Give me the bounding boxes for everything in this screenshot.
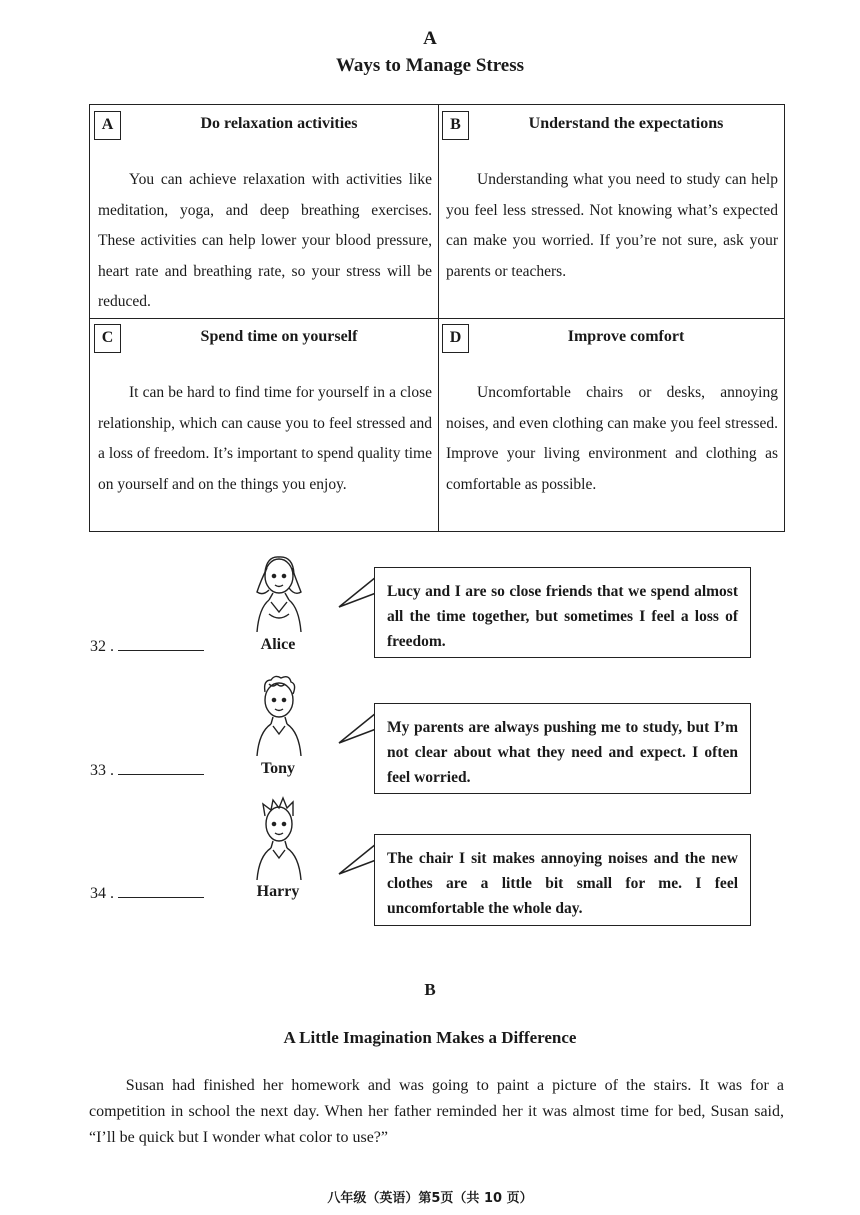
tip-body-c: It can be hard to find time for yourself in a close relationship, which can cause you to feel stressed and a loss of freedom. It’s important to spend quality time on yourself and on the things you enjoy. [98,384,432,493]
character-name-tony: Tony [260,760,296,777]
tip-title-d: Improve comfort [567,328,685,345]
character-name-harry: Harry [256,883,300,900]
tip-cell-d [438,318,784,531]
tip-letter-a: A [94,111,121,140]
passage-b-paragraph: Susan had finished her homework and was going to paint a picture of the stairs. It was for a competition in school the next day. When her father reminded her it was almost time for bed, Susan said, “I’ll be quick but I wonder what color to use?” [89,1077,784,1146]
page-footer: 八年级（英语）第5页（共 10 页） [327,1191,533,1206]
tip-title-b: Understand the expectations [528,115,724,132]
tip-body-a: You can achieve relaxation with activities like meditation, yoga, and deep breathing exercises. These activities can help lower your blood pressure, heart rate and breathing rate, so your stress will be reduced. [98,171,432,310]
question-33 [90,760,204,780]
tip-letter-d: D [442,324,469,353]
tips-table [89,104,785,532]
tip-cell-c [90,318,438,531]
answer-blank-34[interactable] [118,883,204,898]
tip-body-d: Uncomfortable chairs or desks, annoying noises, and even clothing can make you feel stressed. Improve your living environment and clothing as comfortable as possible. [446,384,778,493]
tip-title-c: Spend time on yourself [200,328,358,345]
tip-cell-b [438,105,784,318]
boy-figure-icon [247,674,311,762]
speech-tail [337,707,377,747]
girl-figure-icon [247,552,311,640]
character-name-alice: Alice [260,636,296,653]
speech-bubble-harry: The chair I sit makes annoying noises and the new clothes are a little bit small for me. I feel uncomfortable the whole day. [374,834,751,926]
tip-body-b: Understanding what you need to study can help you feel less stressed. Not knowing what’s expected can make you worried. If you’re not sure, ask your parents or teachers. [446,171,778,280]
tip-letter-c: C [94,324,121,353]
tip-title-a: Do relaxation activities [200,115,358,132]
passage-b-title: A Little Imagination Makes a Difference [283,1028,577,1047]
speech-tail [337,838,377,878]
question-34 [90,883,204,903]
tip-cell-a [90,105,438,318]
question-number: 34 . [90,885,114,902]
section-a-label: A [423,28,437,49]
speech-tail [337,571,377,611]
question-number: 32 . [90,638,114,655]
speech-bubble-alice: Lucy and I are so close friends that we spend almost all the time together, but sometimes I feel a loss of freedom. [374,567,751,658]
question-32 [90,636,204,656]
answer-blank-33[interactable] [118,760,204,775]
answer-blank-32[interactable] [118,636,204,651]
speech-bubble-tony: My parents are always pushing me to study, but I’m not clear about what they need and expect. I often feel worried. [374,703,751,794]
tip-letter-b: B [442,111,469,140]
passage-a-title: Ways to Manage Stress [335,55,525,76]
section-b-label: B [424,980,436,999]
boy-figure-icon [247,796,311,884]
question-number: 33 . [90,762,114,779]
